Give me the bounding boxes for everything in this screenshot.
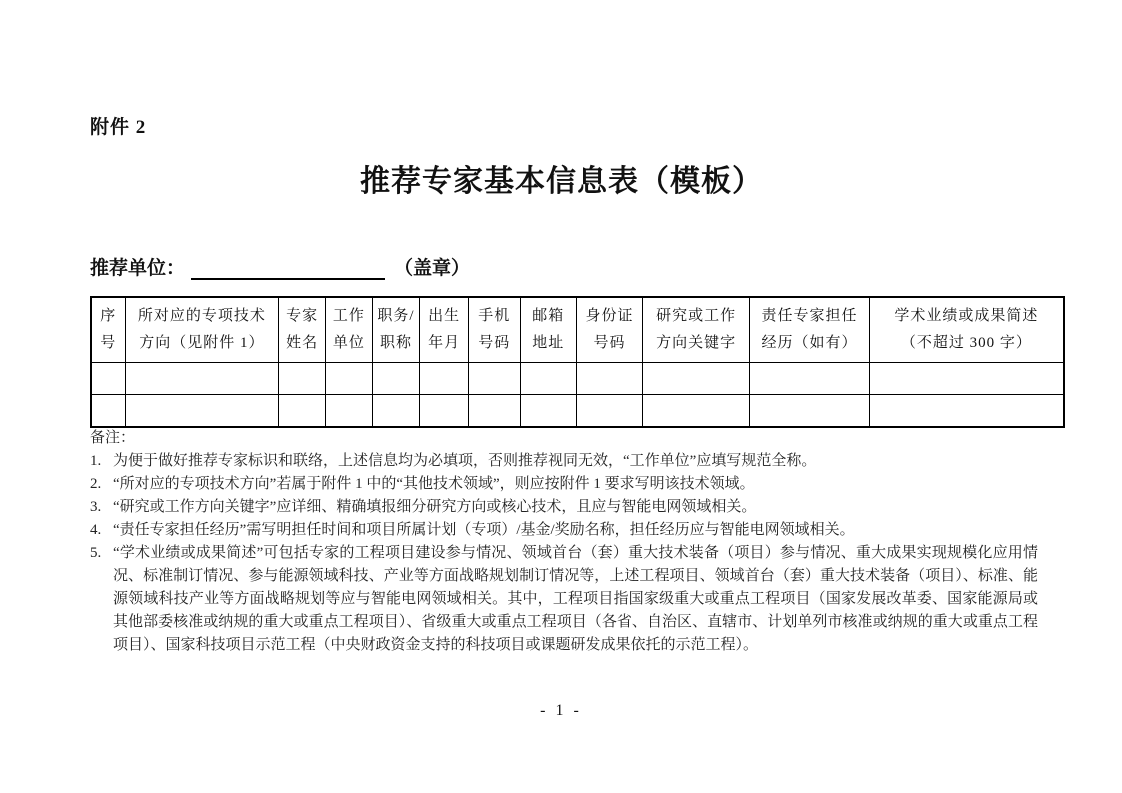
page-number: - 1 - — [540, 702, 582, 719]
note-item-5 — [90, 542, 1038, 657]
table-cell — [576, 363, 642, 395]
note-number: 3. — [90, 499, 102, 515]
note-item-4 — [90, 519, 1038, 542]
table-cell — [520, 395, 576, 428]
expert-info-table — [90, 296, 1065, 428]
header-cell-mobile: 手机 号码 — [468, 297, 520, 363]
note-item-1 — [90, 450, 1038, 473]
table-header-row — [91, 297, 1064, 363]
table-cell — [420, 363, 469, 395]
table-cell — [576, 395, 642, 428]
table-cell — [91, 395, 125, 428]
note-text: “学术业绩或成果简述”可包括专家的工程项目建设参与情况、领域首台（套）重大技术装备（项目）参与情况、重大成果实现规模化应用情况、标准制订情况、参与能源领域科技、产业等方面战略规划制订情况等，上述工程项目、领域首台（套）重大技术装备（项目）、标准、能源领域科技产业等方面战略规划等应与智能电网领域相关。其中，工程项目指国家级重大或重点工程项目（国家发展改革委、国家能源局或其他部委核准或纳规的重大或重点工程项目）、省级重大或重点工程项目（各省、自治区、直辖市、计划单列市核准或纳规的重大或重点工程项目）、国家科技项目示范工程（中央财政资金支持的科技项目或课题研发成果依托的示范工程）。 — [113, 545, 1038, 653]
header-cell-achievements: 学术业绩或成果简述 （不超过 300 字） — [869, 297, 1064, 363]
table-cell — [325, 395, 372, 428]
table-cell — [520, 363, 576, 395]
header-cell-research-keywords: 研究或工作 方向关键字 — [643, 297, 750, 363]
header-cell-email: 邮箱 地址 — [520, 297, 576, 363]
recommend-unit-blank — [191, 257, 385, 280]
table-cell — [372, 363, 420, 395]
table-cell — [325, 363, 372, 395]
header-cell-expert-name: 专家 姓名 — [279, 297, 326, 363]
table-cell — [643, 363, 750, 395]
note-text: “责任专家担任经历”需写明担任时间和项目所属计划（专项）/基金/奖励名称，担任经历应与智能电网领域相关。 — [113, 522, 855, 538]
header-cell-seq: 序 号 — [91, 297, 125, 363]
table-cell — [91, 363, 125, 395]
table-cell — [643, 395, 750, 428]
table-row-empty-2 — [91, 395, 1064, 428]
seal-label: （盖章） — [394, 258, 471, 279]
page-title: 推荐专家基本信息表（模板） — [360, 165, 763, 198]
note-item-2 — [90, 473, 1038, 496]
table-cell — [420, 395, 469, 428]
notes-label: 备注： — [90, 430, 136, 446]
recommend-unit-line — [90, 253, 470, 280]
table-cell — [279, 395, 326, 428]
note-text: “研究或工作方向关键字”应详细、精确填报细分研究方向或核心技术，且应与智能电网领域相关。 — [113, 499, 757, 515]
table-cell — [869, 395, 1064, 428]
note-number: 2. — [90, 476, 102, 492]
note-number: 5. — [90, 545, 102, 561]
table-cell — [125, 395, 279, 428]
note-number: 1. — [90, 453, 102, 469]
note-text: 为便于做好推荐专家标识和联络，上述信息均为必填项，否则推荐视同无效，“工作单位”应填写规范全称。 — [113, 453, 817, 469]
header-cell-id-number: 身份证 号码 — [576, 297, 642, 363]
table-cell — [279, 363, 326, 395]
header-cell-work-unit: 工作 单位 — [325, 297, 372, 363]
table-cell — [468, 395, 520, 428]
table-cell — [869, 363, 1064, 395]
table-cell — [750, 395, 870, 428]
header-cell-position-title: 职务/ 职称 — [372, 297, 420, 363]
expert-info-table-wrap — [90, 296, 1065, 428]
table-cell — [750, 363, 870, 395]
table-cell — [372, 395, 420, 428]
table-row-empty-1 — [91, 363, 1064, 395]
attachment-label: 附件 2 — [90, 117, 147, 138]
note-text: “所对应的专项技术方向”若属于附件 1 中的“其他技术领域”，则应按附件 1 要求写明该技术领域。 — [113, 476, 755, 492]
recommend-unit-label: 推荐单位： — [90, 258, 186, 279]
table-cell — [468, 363, 520, 395]
note-item-3 — [90, 496, 1038, 519]
header-cell-tech-direction: 所对应的专项技术 方向（见附件 1） — [125, 297, 279, 363]
table-cell — [125, 363, 279, 395]
notes-section — [90, 427, 1038, 657]
header-cell-lead-expert-experience: 责任专家担任 经历（如有） — [750, 297, 870, 363]
header-cell-birth-date: 出生 年月 — [420, 297, 469, 363]
note-number: 4. — [90, 522, 102, 538]
